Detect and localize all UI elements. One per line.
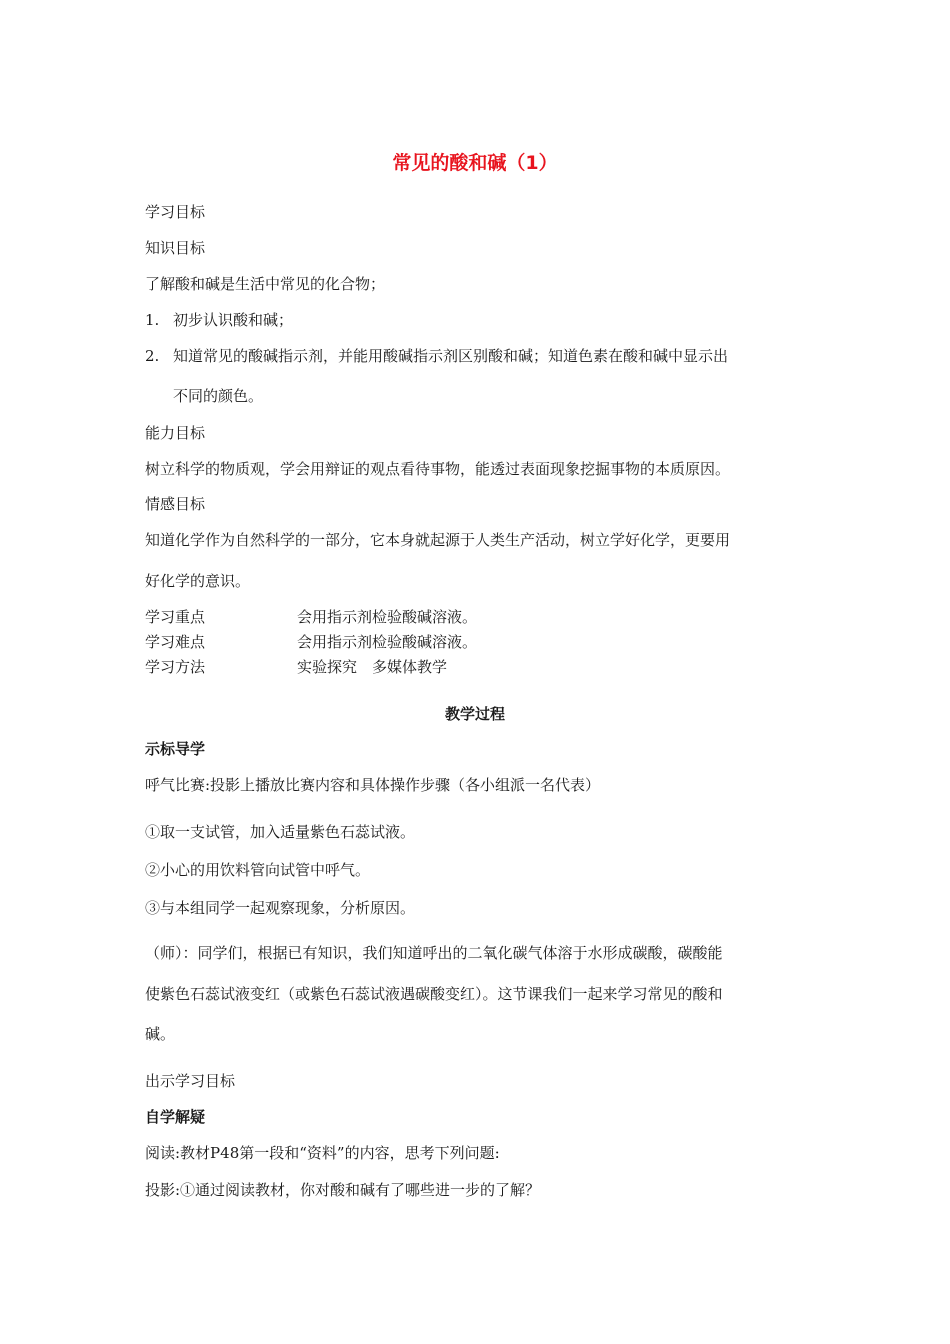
emotion-text-line-1: 知道化学作为自然科学的一部分，它本身就起源于人类生产活动，树立学好化学，更要用: [145, 531, 731, 549]
step-item: ②小心的用饮料管向试管中呼气。: [145, 861, 371, 879]
key-point-value: 会用指示剂检验酸碱溶液。: [297, 633, 478, 651]
list-item-text: 初步认识酸和碱；: [173, 311, 294, 329]
key-point-value: 实验探究 多媒体教学: [297, 658, 448, 676]
section-heading-guidance: 示标导学: [145, 740, 206, 758]
teacher-text-line-3: 碱。: [145, 1025, 176, 1043]
key-point-value: 会用指示剂检验酸碱溶液。: [297, 608, 478, 626]
process-heading: 教学过程: [444, 705, 505, 723]
key-point-label: 学习难点: [145, 633, 206, 651]
key-point-label: 学习方法: [145, 658, 206, 676]
reading-instruction: 阅读:教材P48第一段和“资料”的内容，思考下列问题:: [145, 1144, 500, 1162]
list-item-number: 1.: [145, 311, 160, 329]
teacher-text-line-1: （师）：同学们，根据已有知识，我们知道呼出的二氧化碳气体溶于水形成碳酸，碳酸能: [145, 944, 723, 962]
projection-question: 投影:①通过阅读教材，你对酸和碱有了哪些进一步的了解？: [145, 1181, 541, 1199]
section-heading-self-study: 自学解疑: [145, 1108, 206, 1126]
list-item: [145, 310, 293, 330]
ability-heading: 能力目标: [145, 424, 206, 442]
objectives-heading: 学习目标: [145, 203, 206, 221]
step-item: ③与本组同学一起观察现象，分析原因。: [145, 899, 416, 917]
list-item-text: 知道常见的酸碱指示剂，并能用酸碱指示剂区别酸和碱；知道色素在酸和碱中显示出: [173, 347, 729, 365]
ability-text: 树立科学的物质观，学会用辩证的观点看待事物，能透过表面现象挖掘事物的本质原因。: [145, 460, 731, 478]
step-item: ①取一支试管，加入适量紫色石蕊试液。: [145, 823, 416, 841]
key-point-row: [145, 632, 477, 652]
key-point-row: [145, 657, 447, 677]
list-item-continuation: 不同的颜色。: [173, 387, 264, 405]
emotion-text-line-2: 好化学的意识。: [145, 572, 251, 590]
knowledge-heading: 知识目标: [145, 239, 206, 257]
list-item-number: 2.: [145, 347, 160, 365]
knowledge-intro: 了解酸和碱是生活中常见的化合物；: [145, 275, 386, 293]
emotion-heading: 情感目标: [145, 495, 206, 513]
show-objectives: 出示学习目标: [145, 1072, 236, 1090]
key-point-row: [145, 607, 477, 627]
contest-intro: 呼气比赛:投影上播放比赛内容和具体操作步骤（各小组派一名代表）: [145, 776, 601, 794]
teacher-text-line-2: 使紫色石蕊试液变红（或紫色石蕊试液遇碳酸变红）。这节课我们一起来学习常见的酸和: [145, 985, 723, 1003]
list-item: [145, 346, 728, 366]
document-title: 常见的酸和碱（1）: [392, 152, 558, 174]
key-point-label: 学习重点: [145, 608, 206, 626]
